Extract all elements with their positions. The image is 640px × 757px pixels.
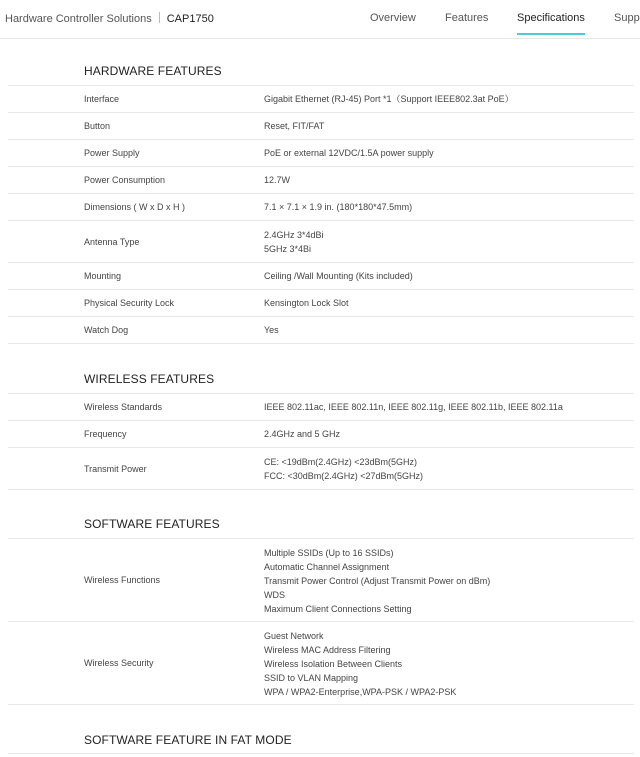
spec-label: Power Consumption <box>84 175 166 185</box>
fat-mode-spec-table <box>8 753 634 754</box>
spec-value-line: Transmit Power Control (Adjust Transmit Power on dBm) <box>264 576 491 586</box>
spec-value-line: Multiple SSIDs (Up to 16 SSIDs) <box>264 548 394 558</box>
table-row <box>8 220 634 262</box>
table-bottom-divider <box>8 343 634 344</box>
section-title-fat-mode: SOFTWARE FEATURE IN FAT MODE <box>84 733 292 747</box>
spec-label: Dimensions ( W x D x H ) <box>84 202 186 212</box>
spec-value-line: 5GHz 3*4Bi <box>264 244 312 254</box>
spec-value: Ceiling /Wall Mounting (Kits included) <box>264 271 413 281</box>
section-title-wireless: WIRELESS FEATURES <box>84 372 215 386</box>
table-row <box>8 621 634 704</box>
spec-value-line: CE: <19dBm(2.4GHz) <23dBm(5GHz) <box>264 457 418 467</box>
table-row <box>8 538 634 621</box>
wireless-spec-table <box>8 393 634 490</box>
spec-value: 12.7W <box>264 175 291 185</box>
software-spec-table <box>8 538 634 705</box>
spec-value-line: SSID to VLAN Mapping <box>264 673 359 683</box>
hardware-spec-table <box>8 85 634 344</box>
tab-specifications[interactable]: Specifications <box>517 12 585 24</box>
spec-value: Gigabit Ethernet (RJ-45) Port *1（Support IEEE802.3at PoE） <box>264 94 514 104</box>
spec-value-line: Maximum Client Connections Setting <box>264 604 412 614</box>
table-bottom-divider <box>8 489 634 490</box>
table-row <box>8 316 634 343</box>
spec-label: Physical Security Lock <box>84 298 175 308</box>
spec-value-line: Wireless MAC Address Filtering <box>264 645 391 655</box>
spec-value: Kensington Lock Slot <box>264 298 349 308</box>
spec-value <box>264 228 324 256</box>
product-model: CAP1750 <box>166 13 214 25</box>
table-row <box>8 193 634 220</box>
section-title-software: SOFTWARE FEATURES <box>84 517 220 531</box>
spec-value-line: WPA / WPA2-Enterprise,WPA-PSK / WPA2-PSK <box>264 687 457 697</box>
spec-value-line: FCC: <30dBm(2.4GHz) <27dBm(5GHz) <box>264 471 424 481</box>
section-title-hardware: HARDWARE FEATURES <box>84 64 222 78</box>
breadcrumb-category-link[interactable]: Hardware Controller Solutions <box>5 13 152 25</box>
table-row <box>8 420 634 447</box>
spec-value: IEEE 802.11ac, IEEE 802.11n, IEEE 802.11g, IEEE 802.11b, IEEE 802.11a <box>264 402 563 412</box>
table-top-divider <box>8 753 634 754</box>
spec-label: Watch Dog <box>84 325 129 335</box>
tab-support[interactable]: Supp <box>614 12 640 24</box>
spec-label: Antenna Type <box>84 236 140 247</box>
spec-value-line: Automatic Channel Assignment <box>264 562 390 572</box>
tab-features[interactable]: Features <box>445 12 489 24</box>
spec-label: Wireless Standards <box>84 402 163 412</box>
spec-value-line: WDS <box>264 590 285 600</box>
breadcrumb-divider <box>159 12 160 23</box>
table-row <box>8 447 634 489</box>
table-row <box>8 289 634 316</box>
spec-value: 2.4GHz and 5 GHz <box>264 429 341 439</box>
spec-value: Yes <box>264 325 279 335</box>
spec-value-line: Wireless Isolation Between Clients <box>264 659 403 669</box>
tab-overview[interactable]: Overview <box>370 12 416 24</box>
spec-value-line: Guest Network <box>264 631 324 641</box>
spec-label: Transmit Power <box>84 463 147 474</box>
table-row <box>8 85 634 112</box>
spec-label: Mounting <box>84 271 122 281</box>
spec-value <box>264 455 423 483</box>
spec-value <box>264 629 456 699</box>
spec-value: Reset, FIT/FAT <box>264 121 325 131</box>
spec-label: Frequency <box>84 429 127 439</box>
spec-label: Button <box>84 121 111 131</box>
top-navigation-bar <box>0 0 640 39</box>
breadcrumb <box>5 12 214 25</box>
table-row <box>8 166 634 193</box>
table-row <box>8 139 634 166</box>
spec-label: Interface <box>84 94 120 104</box>
spec-value-line: 2.4GHz 3*4dBi <box>264 230 324 240</box>
table-row <box>8 393 634 420</box>
spec-value: PoE or external 12VDC/1.5A power supply <box>264 148 434 158</box>
table-row <box>8 262 634 289</box>
spec-label: Wireless Security <box>84 658 154 668</box>
spec-value <box>264 546 490 616</box>
spec-label: Wireless Functions <box>84 575 161 585</box>
table-row <box>8 112 634 139</box>
spec-value: 7.1 × 7.1 × 1.9 in. (180*180*47.5mm) <box>264 202 413 212</box>
table-bottom-divider <box>8 704 634 705</box>
spec-label: Power Supply <box>84 148 140 158</box>
